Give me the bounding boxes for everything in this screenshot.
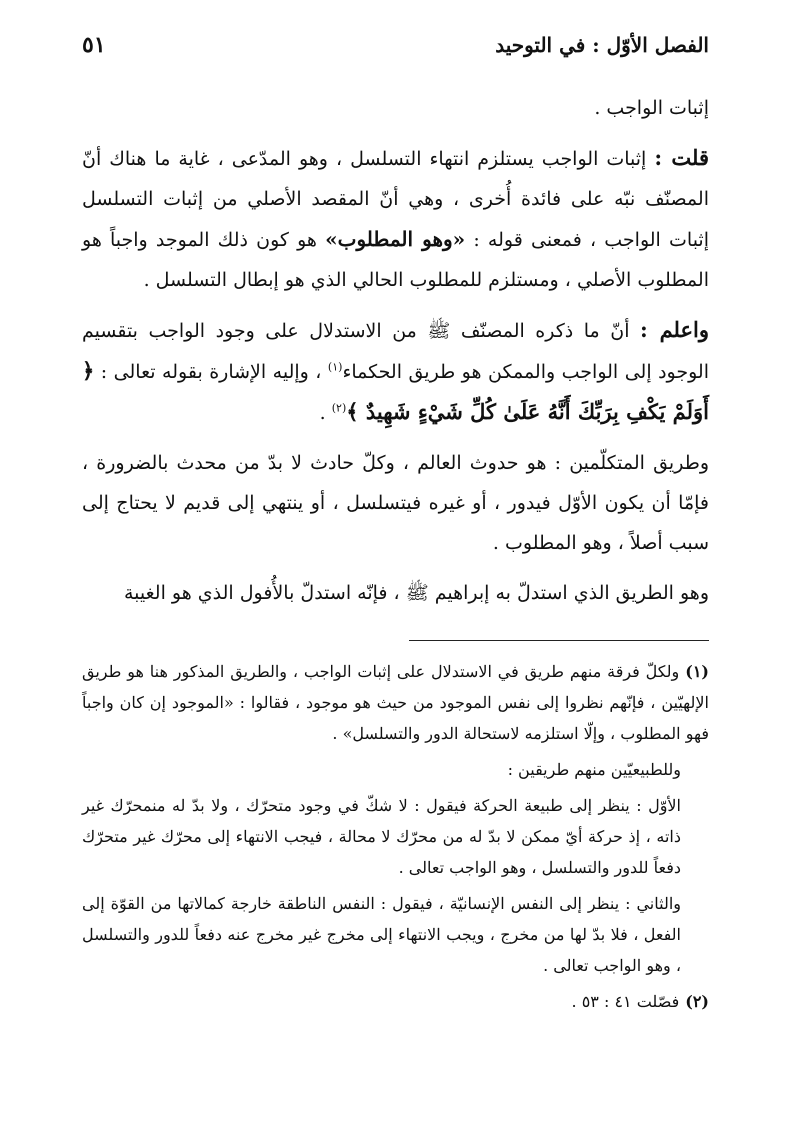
footnote-text: فصّلت ٤١ : ٥٣ .: [571, 992, 680, 1011]
footnote-number: (١): [685, 662, 709, 681]
footnote-1-part-b: وللطبيعيّين منهم طريقين :: [507, 760, 681, 779]
paragraph-text: ، وإليه الإشارة بقوله تعالى :: [94, 361, 328, 383]
footnote-1-part-d: والثاني : ينظر إلى النفس الإنسانيّة ، فيقول : النفس الناطقة خارجة كمالاتها من القوّة إلى الفعل ، فلا بدّ لها من مخرج ، ويجب الانتهاء إلى مخرج غير مخرج عنه دفعاً للدور والتسلسل ، وهو الواجب تعالى .: [82, 894, 681, 975]
paragraph-mutakallimin: وطريق المتكلّمين : هو حدوث العالم ، وكلّ حادث لا بدّ من محدث بالضرورة ، فإمّا أن يكون الأوّل فيدور ، أو غيره فيتسلسل ، أو ينتهي إلى قديم لا يحتاج إلى سبب أصلاً ، وهو المطلوب .: [82, 452, 709, 554]
paragraph-iilam: [82, 310, 709, 433]
paragraph-text: هو كون ذلك الموجد واجباً هو المطلوب الأصلي ، ومستلزم للمطلوب الحالي الذي هو إبطال التسلسل .: [82, 229, 709, 291]
bold-quote: «وهو المطلوب»: [325, 227, 466, 251]
lead-word: قلت :: [654, 145, 709, 170]
paragraph-text: إثبات الواجب يستلزم انتهاء التسلسل ، وهو المدّعى ، غاية ما هناك أنّ المصنّف نبّه على فائدة أُخرى ، وهي أنّ المقصد الأصلي من إثبات التسلسل إثبات الواجب ، فمعنى قوله :: [82, 148, 709, 251]
footnote-ref[interactable]: (٢): [331, 401, 347, 415]
paragraph-text: أنّ ما ذكره المصنّف ﷺ من الاستدلال على وجود الواجب بتقسيم الوجود إلى الواجب والممكن هو طريق الحكماء: [82, 320, 709, 383]
footnote-divider: [409, 640, 709, 641]
footnotes: [82, 656, 709, 1022]
footnote-number: (٢): [685, 992, 709, 1011]
footnote-1: [82, 656, 709, 749]
quran-verse: ﴿ أَوَلَمْ يَكْفِ بِرَبِّكَ أَنَّهُ عَلَىٰ كُلِّ شَيْءٍ شَهِيدٌ ﴾: [82, 358, 709, 424]
main-text: [82, 88, 709, 623]
running-title: الفصل الأوّل : في التوحيد: [495, 33, 709, 57]
footnote-text: ولكلّ فرقة منهم طريق في الاستدلال على إثبات الواجب ، والطريق المذكور هنا هو طريق الإلهيّين ، فإنّهم نظروا إلى نفس الموجود من حيث هو موجود ، فقالوا : «الموجود إن كان واجباً فهو المطلوب ، وإلّا استلزمه لاستحالة الدور والتسلسل» .: [82, 662, 709, 743]
page-header: [82, 28, 709, 62]
footnote-2: [82, 986, 709, 1017]
footnote-ref[interactable]: (١): [327, 360, 343, 374]
footnote-1-part-c: الأوّل : ينظر إلى طبيعة الحركة فيقول : لا شكّ في وجود متحرّك ، ولا بدّ له منمحرّك غير ذاته ، إذ حركة أيّ ممكن لا بدّ له من محرّك لا محالة ، فيجب الانتهاء إلى محرّك غير متحرّك دفعاً للدور والتسلسل ، وهو الواجب تعالى .: [82, 796, 682, 877]
lead-word: واعلم :: [640, 317, 709, 342]
paragraph-continuation: إثبات الواجب .: [594, 97, 709, 119]
paragraph-ibrahim: وهو الطريق الذي استدلّ به إبراهيم ﷺ ، فإنّه استدلّ بالأُفول الذي هو الغيبة: [123, 582, 709, 604]
page-number: ٥١: [82, 32, 106, 58]
paragraph-qult: [82, 138, 709, 300]
paragraph-text: .: [319, 402, 332, 424]
